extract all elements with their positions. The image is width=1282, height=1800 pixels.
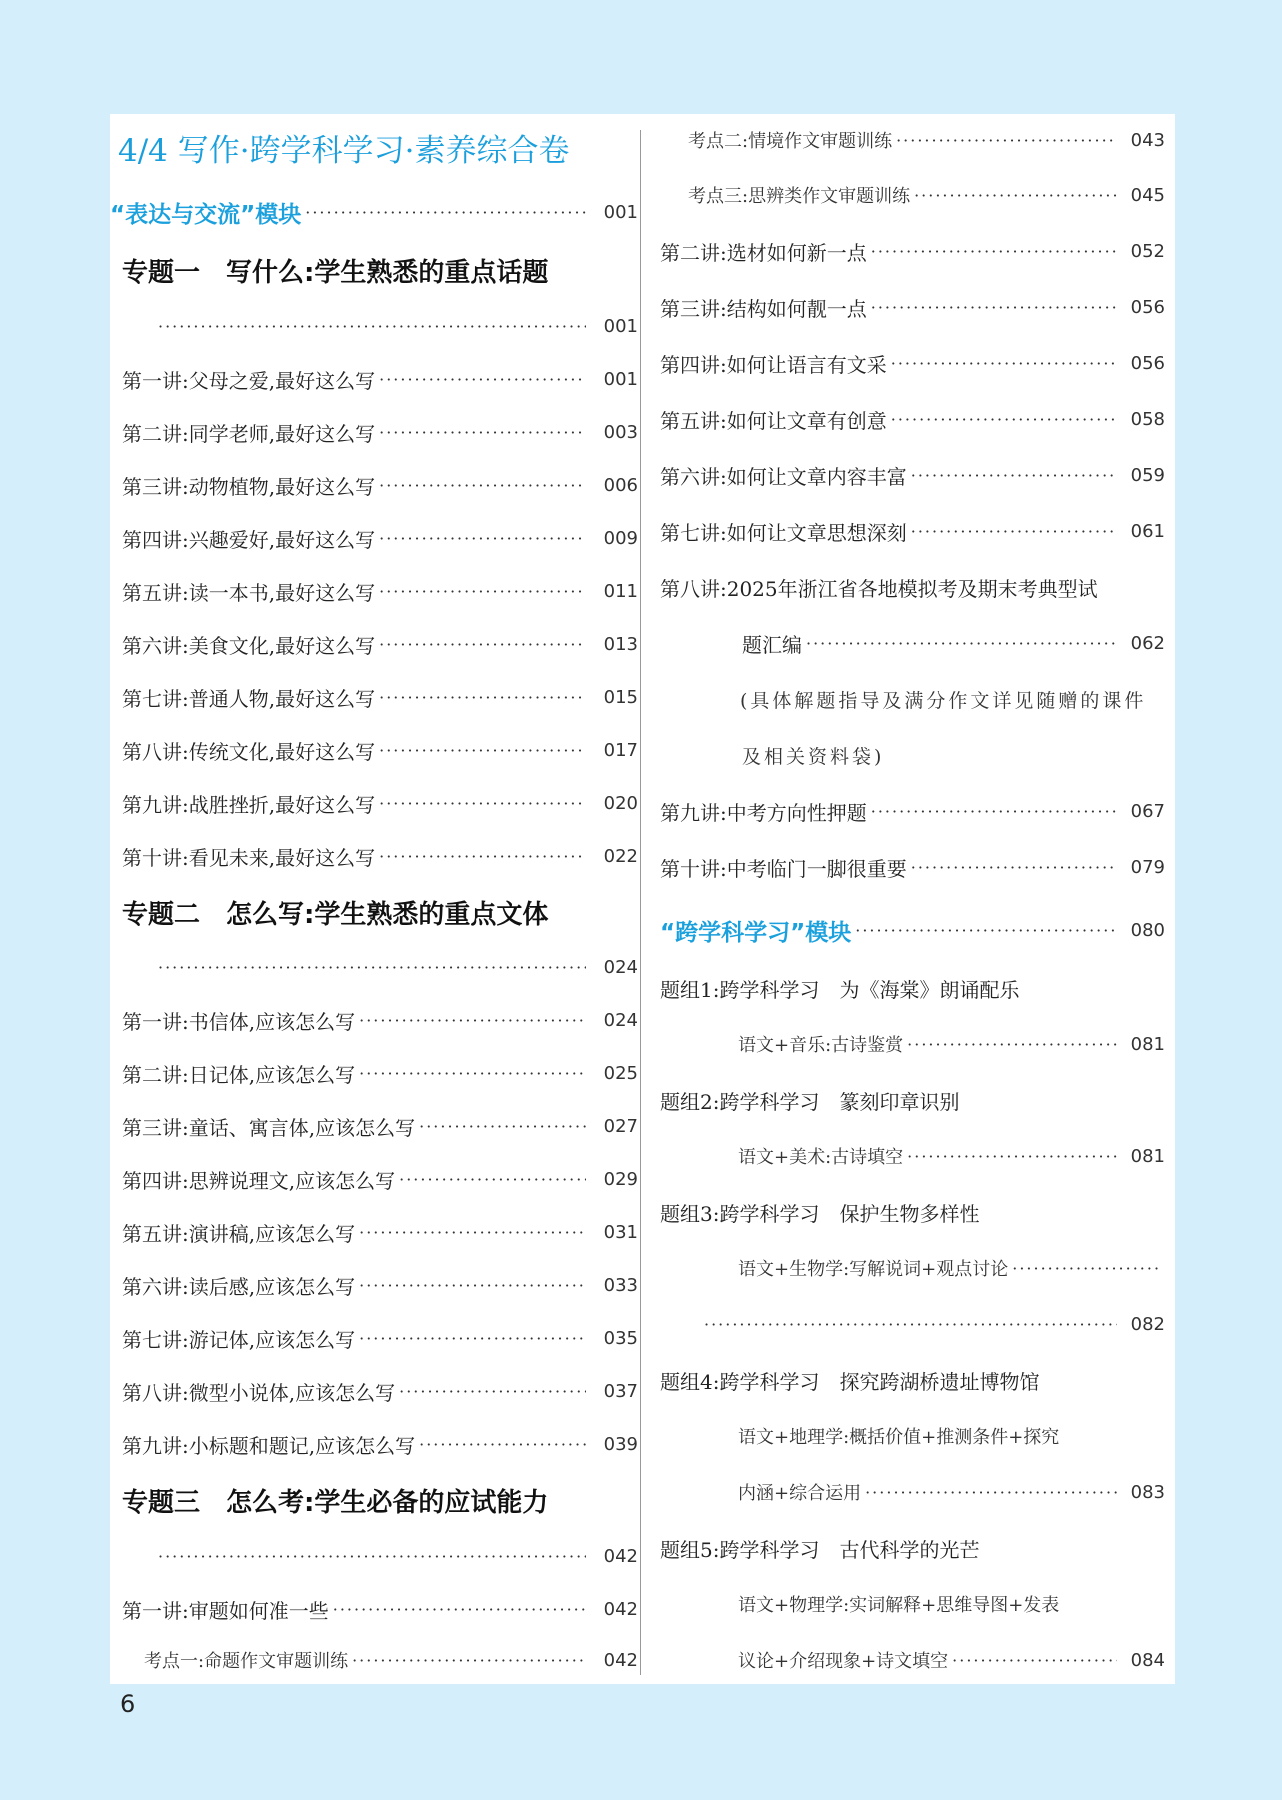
entry-label: 第二讲:同学老师,最好这么写 — [122, 421, 376, 446]
toc-topic-2-page[interactable] — [110, 947, 638, 987]
leader-dots — [871, 242, 1117, 261]
page-ref: 001 — [603, 368, 638, 390]
entry-label: 第八讲:2025年浙江省各地模拟考及期末考典型试 — [660, 576, 1098, 601]
page-ref: 035 — [603, 1327, 638, 1349]
topic-label: 专题二 怎么写:学生熟悉的重点文体 — [122, 899, 549, 930]
leader-dots — [419, 1435, 586, 1454]
page-ref: 081 — [1130, 1145, 1165, 1167]
toc-entry-lecture-8[interactable] — [660, 567, 1165, 607]
entry-label: 第一讲:书信体,应该怎么写 — [122, 1009, 356, 1034]
leader-dots — [359, 1329, 586, 1348]
entry-label: 第六讲:如何让文章内容丰富 — [660, 464, 907, 489]
toc-entry[interactable] — [660, 120, 1165, 160]
toc-group[interactable] — [660, 1080, 1165, 1120]
entry-label: 第四讲:如何让语言有文采 — [660, 352, 887, 377]
leader-dots — [907, 1035, 1117, 1054]
entry-label: 考点三:思辨类作文审题训练 — [688, 186, 911, 207]
page-ref: 058 — [1130, 408, 1165, 430]
entry-label: 第七讲:如何让文章思想深刻 — [660, 520, 907, 545]
leader-dots — [379, 794, 586, 813]
leader-dots — [379, 370, 586, 389]
toc-entry[interactable] — [660, 287, 1165, 327]
toc-entry[interactable] — [110, 1640, 638, 1680]
toc-group[interactable] — [660, 1192, 1165, 1232]
page-ref: 039 — [603, 1433, 638, 1455]
toc-group-page[interactable] — [660, 1304, 1165, 1344]
toc-entry[interactable] — [110, 677, 638, 717]
toc-entry[interactable] — [660, 175, 1165, 215]
entry-label: 第四讲:思辨说理文,应该怎么写 — [122, 1168, 396, 1193]
entry-label: 第三讲:结构如何靓一点 — [660, 296, 867, 321]
leader-dots — [333, 1600, 586, 1619]
toc-group[interactable] — [660, 968, 1165, 1008]
page-ref: 082 — [1130, 1313, 1165, 1335]
entry-label: 第六讲:读后感,应该怎么写 — [122, 1274, 356, 1299]
page-ref: 084 — [1130, 1649, 1165, 1671]
page-ref: 045 — [1130, 184, 1165, 206]
page-ref: 043 — [1130, 129, 1165, 151]
page-ref: 025 — [603, 1062, 638, 1084]
leader-dots — [379, 423, 586, 442]
entry-label: 第十讲:中考临门一脚很重要 — [660, 856, 907, 881]
page-ref: 015 — [603, 686, 638, 708]
leader-dots — [305, 203, 586, 222]
leader-dots — [359, 1064, 586, 1083]
page-ref: 031 — [603, 1221, 638, 1243]
note-text: 及相关资料袋) — [742, 745, 885, 768]
entry-label: 题汇编 — [742, 632, 802, 657]
group-title: 题组1:跨学科学习 为《海棠》朗诵配乐 — [660, 977, 1020, 1002]
leader-dots — [871, 298, 1117, 317]
toc-entry[interactable] — [660, 791, 1165, 831]
toc-entry[interactable] — [110, 1265, 638, 1305]
leader-dots — [865, 1483, 1117, 1502]
leader-dots — [952, 1651, 1117, 1670]
entry-label: 第三讲:童话、寓言体,应该怎么写 — [122, 1115, 416, 1140]
group-subject: 语文+生物学:写解说词+观点讨论 — [738, 1259, 1009, 1280]
group-title: 题组4:跨学科学习 探究跨湖桥遗址博物馆 — [660, 1369, 1040, 1394]
leader-dots — [911, 858, 1117, 877]
toc-note — [660, 679, 1165, 719]
leader-dots — [911, 466, 1117, 485]
toc-group-sub[interactable] — [660, 1416, 1165, 1456]
toc-group-sub[interactable] — [660, 1472, 1165, 1512]
page-ref: 042 — [603, 1649, 638, 1671]
leader-dots — [158, 317, 586, 336]
page-ref: 033 — [603, 1274, 638, 1296]
group-subject: 语文+音乐:古诗鉴赏 — [738, 1035, 904, 1056]
toc-entry[interactable] — [110, 624, 638, 664]
page-ref: 059 — [1130, 464, 1165, 486]
leader-dots — [379, 741, 586, 760]
page-ref: 042 — [603, 1545, 638, 1567]
column-divider — [640, 130, 641, 1675]
leader-dots — [1012, 1259, 1161, 1278]
toc-entry[interactable] — [110, 1053, 638, 1093]
page-title: 4/4 写作·跨学科学习·素养综合卷 — [118, 132, 570, 169]
leader-dots — [379, 635, 586, 654]
leader-dots — [352, 1651, 586, 1670]
page-ref: 062 — [1130, 632, 1165, 654]
page-ref: 001 — [603, 315, 638, 337]
entry-label: 第九讲:小标题和题记,应该怎么写 — [122, 1433, 416, 1458]
entry-label: 第八讲:微型小说体,应该怎么写 — [122, 1380, 396, 1405]
group-subject-cont: 议论+介绍现象+诗文填空 — [738, 1651, 949, 1672]
page-ref: 061 — [1130, 520, 1165, 542]
toc-group-sub[interactable] — [660, 1248, 1165, 1288]
toc-entry[interactable] — [660, 231, 1165, 271]
toc-entry[interactable] — [110, 1212, 638, 1252]
toc-entry[interactable] — [660, 847, 1165, 887]
entry-label: 第五讲:如何让文章有创意 — [660, 408, 887, 433]
entry-label: 第五讲:演讲稿,应该怎么写 — [122, 1221, 356, 1246]
leader-dots — [907, 1147, 1117, 1166]
toc-entry[interactable] — [660, 399, 1165, 439]
page-ref: 027 — [603, 1115, 638, 1137]
toc-entry[interactable] — [110, 783, 638, 823]
toc-topic-2[interactable] — [110, 892, 638, 932]
group-title: 题组2:跨学科学习 篆刻印章识别 — [660, 1089, 960, 1114]
toc-entry[interactable] — [110, 359, 638, 399]
page-ref: 056 — [1130, 296, 1165, 318]
toc-entry[interactable] — [110, 1106, 638, 1146]
entry-label: 第二讲:日记体,应该怎么写 — [122, 1062, 356, 1087]
leader-dots — [359, 1223, 586, 1242]
toc-entry[interactable] — [110, 1371, 638, 1411]
leader-dots — [855, 921, 1117, 940]
page-ref: 080 — [1130, 919, 1165, 941]
toc-entry[interactable] — [110, 518, 638, 558]
leader-dots — [379, 688, 586, 707]
leader-dots — [911, 522, 1117, 541]
toc-group[interactable] — [660, 1528, 1165, 1568]
toc-entry[interactable] — [110, 1589, 638, 1629]
entry-label: 第四讲:兴趣爱好,最好这么写 — [122, 527, 376, 552]
module-label: “跨学科学习”模块 — [660, 919, 852, 946]
entry-label: 第八讲:传统文化,最好这么写 — [122, 739, 376, 764]
toc-entry[interactable] — [110, 1318, 638, 1358]
leader-dots — [379, 529, 586, 548]
toc-module-interdisciplinary[interactable] — [660, 910, 1165, 950]
page-ref: 013 — [603, 633, 638, 655]
leader-dots — [806, 634, 1117, 653]
page-ref: 001 — [603, 201, 638, 223]
note-text: (具体解题指导及满分作文详见随赠的课件 — [740, 689, 1147, 712]
toc-entry[interactable] — [660, 343, 1165, 383]
toc-note — [660, 735, 1165, 775]
page-ref: 056 — [1130, 352, 1165, 374]
leader-dots — [399, 1382, 586, 1401]
leader-dots — [359, 1276, 586, 1295]
toc-entry[interactable] — [110, 412, 638, 452]
toc-entry[interactable] — [110, 1000, 638, 1040]
page-ref: 024 — [603, 956, 638, 978]
topic-label: 专题三 怎么考:学生必备的应试能力 — [122, 1487, 549, 1518]
toc-topic-1-page[interactable] — [110, 306, 638, 346]
group-subject-cont: 内涵+综合运用 — [738, 1483, 862, 1504]
page-ref: 009 — [603, 527, 638, 549]
toc-module-expression[interactable] — [110, 192, 638, 232]
toc-group-sub[interactable] — [660, 1136, 1165, 1176]
leader-dots — [158, 1547, 586, 1566]
page-ref: 079 — [1130, 856, 1165, 878]
page-ref: 081 — [1130, 1033, 1165, 1055]
page-ref: 003 — [603, 421, 638, 443]
toc-entry[interactable] — [110, 1424, 638, 1464]
entry-label: 第六讲:美食文化,最好这么写 — [122, 633, 376, 658]
leader-dots — [158, 958, 586, 977]
toc-entry[interactable] — [110, 571, 638, 611]
leader-dots — [896, 131, 1117, 150]
group-subject: 语文+物理学:实词解释+思维导图+发表 — [738, 1595, 1060, 1616]
page-ref: 042 — [603, 1598, 638, 1620]
leader-dots — [891, 410, 1117, 429]
page-ref: 017 — [603, 739, 638, 761]
toc-entry[interactable] — [110, 1159, 638, 1199]
group-subject: 语文+地理学:概括价值+推测条件+探究 — [738, 1427, 1060, 1448]
leader-dots — [419, 1117, 586, 1136]
entry-label: 第七讲:游记体,应该怎么写 — [122, 1327, 356, 1352]
toc-topic-3-page[interactable] — [110, 1536, 638, 1576]
toc-topic-1[interactable] — [110, 250, 638, 290]
entry-label: 第七讲:普通人物,最好这么写 — [122, 686, 376, 711]
leader-dots — [379, 582, 586, 601]
leader-dots — [359, 1011, 586, 1030]
entry-label: 第九讲:中考方向性押题 — [660, 800, 867, 825]
page-ref: 020 — [603, 792, 638, 814]
entry-label: 考点二:情境作文审题训练 — [688, 131, 893, 152]
page-ref: 022 — [603, 845, 638, 867]
leader-dots — [891, 354, 1117, 373]
leader-dots — [379, 847, 586, 866]
page-ref: 024 — [603, 1009, 638, 1031]
page-ref: 006 — [603, 474, 638, 496]
page-ref: 052 — [1130, 240, 1165, 262]
toc-group-sub[interactable] — [660, 1640, 1165, 1680]
group-title: 题组3:跨学科学习 保护生物多样性 — [660, 1201, 980, 1226]
topic-label: 专题一 写什么:学生熟悉的重点话题 — [122, 257, 549, 288]
entry-label: 第一讲:父母之爱,最好这么写 — [122, 368, 376, 393]
toc-entry[interactable] — [660, 455, 1165, 495]
entry-label: 第三讲:动物植物,最好这么写 — [122, 474, 376, 499]
toc-entry[interactable] — [110, 836, 638, 876]
toc-group-sub[interactable] — [660, 1024, 1165, 1064]
entry-label: 第二讲:选材如何新一点 — [660, 240, 867, 265]
toc-entry-lecture-8-cont[interactable] — [660, 623, 1165, 663]
page-ref: 029 — [603, 1168, 638, 1190]
leader-dots — [379, 476, 586, 495]
page-number: 6 — [120, 1690, 136, 1718]
entry-label: 考点一:命题作文审题训练 — [144, 1651, 349, 1672]
leader-dots — [871, 802, 1117, 821]
page-ref: 083 — [1130, 1481, 1165, 1503]
toc-entry[interactable] — [110, 730, 638, 770]
entry-label: 第九讲:战胜挫折,最好这么写 — [122, 792, 376, 817]
toc-group[interactable] — [660, 1360, 1165, 1400]
toc-entry[interactable] — [660, 511, 1165, 551]
group-title: 题组5:跨学科学习 古代科学的光芒 — [660, 1537, 980, 1562]
toc-topic-3[interactable] — [110, 1480, 638, 1520]
leader-dots — [704, 1315, 1117, 1334]
page-ref: 011 — [603, 580, 638, 602]
page-ref: 067 — [1130, 800, 1165, 822]
page-ref: 037 — [603, 1380, 638, 1402]
entry-label: 第五讲:读一本书,最好这么写 — [122, 580, 376, 605]
toc-entry[interactable] — [110, 465, 638, 505]
entry-label: 第一讲:审题如何准一些 — [122, 1598, 329, 1623]
toc-group-sub[interactable] — [660, 1584, 1165, 1624]
module-label: “表达与交流”模块 — [110, 201, 302, 228]
entry-label: 第十讲:看见未来,最好这么写 — [122, 845, 376, 870]
leader-dots — [914, 186, 1117, 205]
group-subject: 语文+美术:古诗填空 — [738, 1147, 904, 1168]
leader-dots — [399, 1170, 586, 1189]
